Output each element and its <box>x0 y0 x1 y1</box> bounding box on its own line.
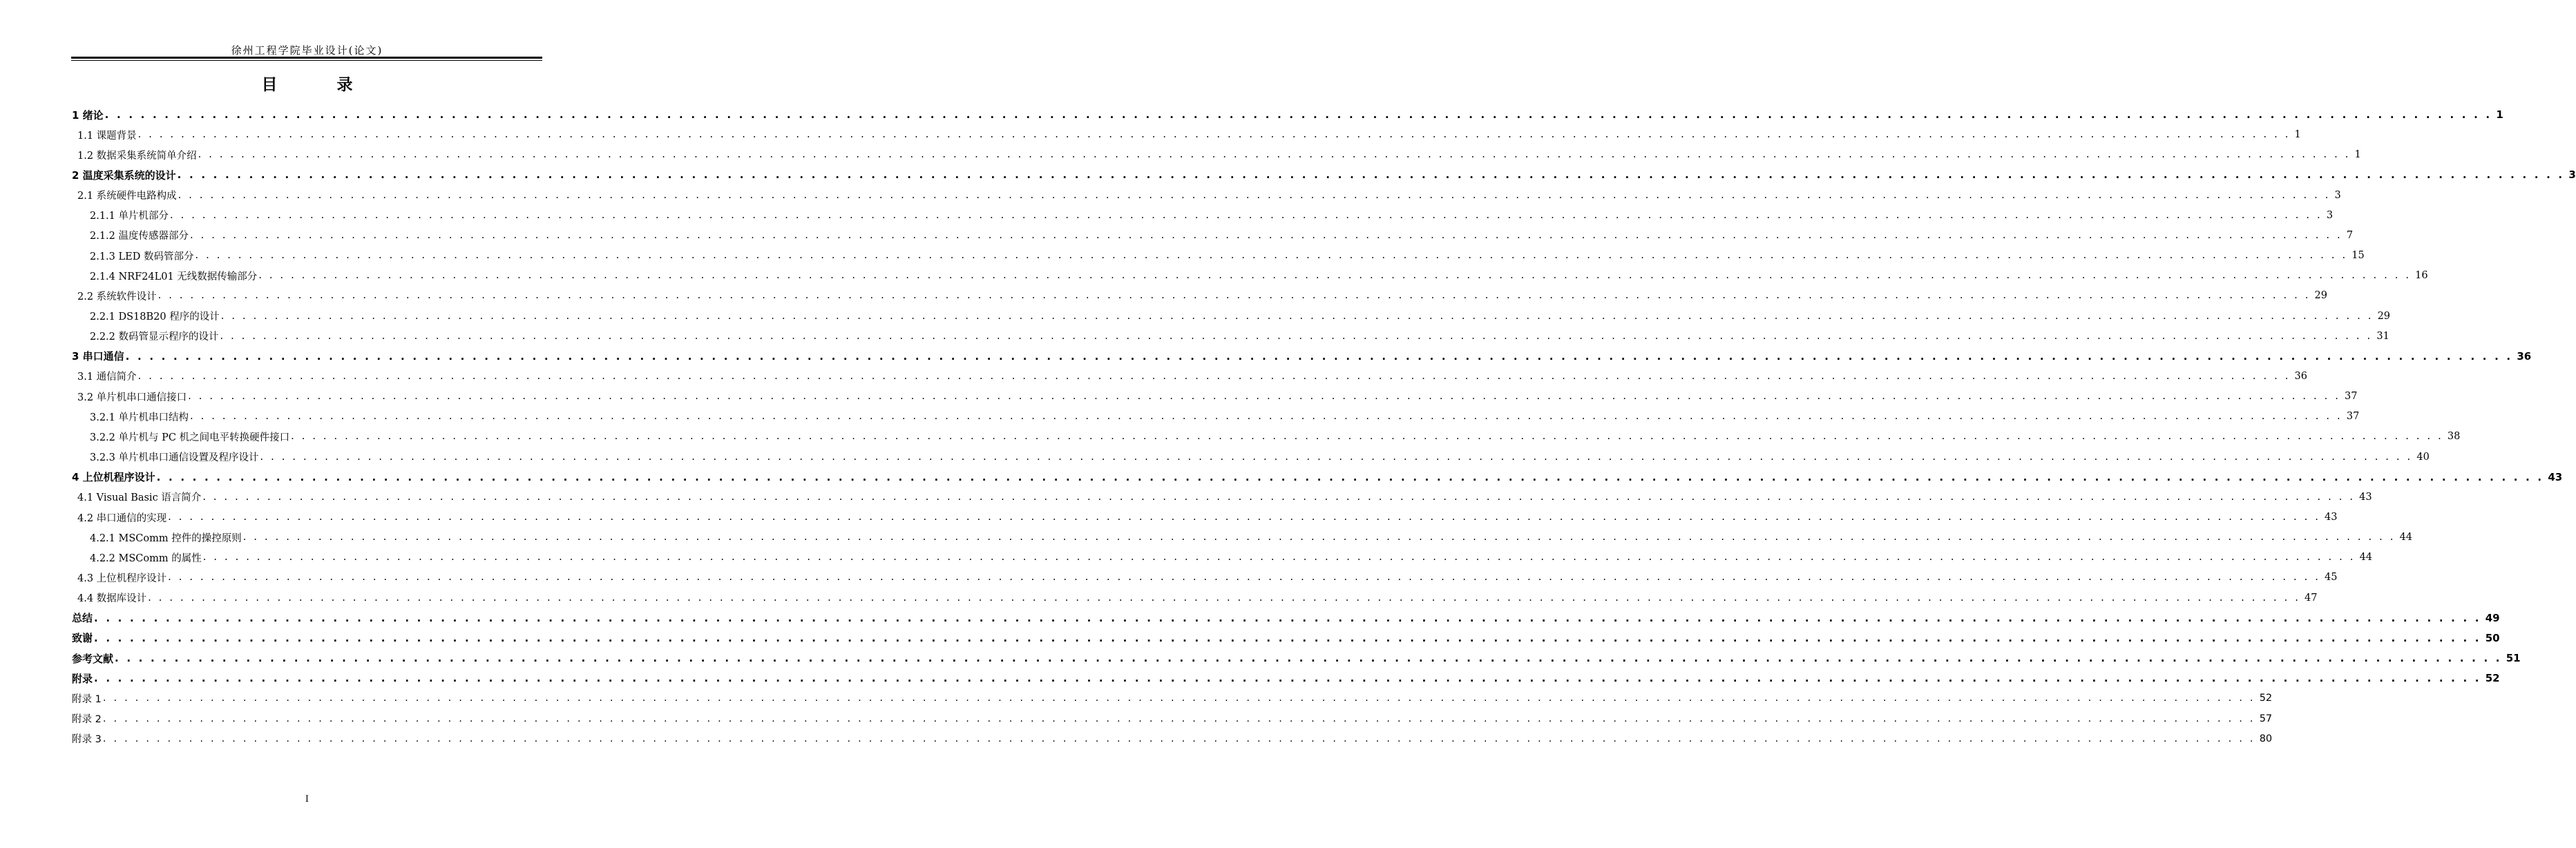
toc-entry-label: 附录 1 <box>72 693 102 705</box>
toc-entry[interactable] <box>90 308 2391 325</box>
toc-entry-label: 4 上位机程序设计 <box>72 471 155 484</box>
toc-entry[interactable] <box>72 630 2500 646</box>
toc-entry-page: 1 <box>2496 108 2503 121</box>
toc-entry[interactable] <box>77 388 2358 405</box>
toc-entry[interactable] <box>72 670 2500 686</box>
toc-entry-page: 44 <box>2399 532 2413 543</box>
toc-entry-page: 49 <box>2485 611 2500 624</box>
toc-entry[interactable] <box>77 126 2301 143</box>
toc-entry-label: 4.2.2 MSComm 的属性 <box>90 552 202 564</box>
toc-entry-label: 2.1 系统硬件电路构成 <box>77 191 177 202</box>
toc-leader-dots: . . . . . . . . . . . . . . . . . . . . . . . . . . . . . . . . . . . . . . . . . . . . . . . . . . . . . . . . . . . . . . . . . . . . . . . . . . . . . . . . . . . . . . . . . . . . . . . . . . . . . . . . . . . . . . . . . . . . . . . . . . . . . . . . . . . . . . . . . . . . . . . . . . . . . . . . . . . . . . . . . . . . . . . . . . . . . . . . . . . . . . . . . . . . . . . . . . . . . . . . <box>156 470 2544 483</box>
toc-entry-label: 2.1.4 NRF24L01 无线数据传输部分 <box>90 271 258 282</box>
toc-entry-page: 29 <box>2314 290 2327 302</box>
toc-leader-dots: . . . . . . . . . . . . . . . . . . . . . . . . . . . . . . . . . . . . . . . . . . . . . . . . . . . . . . . . . . . . . . . . . . . . . . . . . . . . . . . . . . . . . . . . . . . . . . . . . . . . . . . . . . . . . . . . . . . . . . . . . . . . . . . . . . . . . . . . . . . . . . . . . . . . . . . . . . . . . . . . . . . . . . . . . . . . . . . . . . . . . . . . . . . . . . . . . . . . . . . . <box>168 572 2321 584</box>
toc-leader-dots: . . . . . . . . . . . . . . . . . . . . . . . . . . . . . . . . . . . . . . . . . . . . . . . . . . . . . . . . . . . . . . . . . . . . . . . . . . . . . . . . . . . . . . . . . . . . . . . . . . . . . . . . . . . . . . . . . . . . . . . . . . . . . . . . . . . . . . . . . . . . . . . . . . . . . . . . . . . . . . . . . . . . . . . . . . . . . . . . . . . . . . . . . . . . . . . . . . . . . . . . <box>148 592 2301 604</box>
toc-entry[interactable] <box>72 610 2500 626</box>
toc-entry[interactable] <box>90 408 2360 425</box>
toc-entry-label: 3.2.2 单片机与 PC 机之间电平转换硬件接口 <box>90 432 290 443</box>
toc-leader-dots: . . . . . . . . . . . . . . . . . . . . . . . . . . . . . . . . . . . . . . . . . . . . . . . . . . . . . . . . . . . . . . . . . . . . . . . . . . . . . . . . . . . . . . . . . . . . . . . . . . . . . . . . . . . . . . . . . . . . . . . . . . . . . . . . . . . . . . . . . . . . . . . . . . . . . . . . . . . . . . . . . . . . . . . . . . . . . . . . . . . . . . . . . . . . . . . . . . . . . . . . <box>94 672 2481 685</box>
toc-entry-label: 4.2 串口通信的实现 <box>77 512 167 524</box>
toc-entry-page: 37 <box>2345 391 2358 403</box>
toc-entry-label: 总结 <box>72 612 93 625</box>
toc-entry-page: 36 <box>2517 349 2532 363</box>
toc-entry-page: 45 <box>2325 572 2338 584</box>
toc-entry-label: 2.1.2 温度传感器部分 <box>90 231 189 242</box>
toc-entry-page: 43 <box>2325 512 2338 523</box>
toc-entry[interactable] <box>77 590 2318 606</box>
toc-leader-dots: . . . . . . . . . . . . . . . . . . . . . . . . . . . . . . . . . . . . . . . . . . . . . . . . . . . . . . . . . . . . . . . . . . . . . . . . . . . . . . . . . . . . . . . . . . . . . . . . . . . . . . . . . . . . . . . . . . . . . . . . . . . . . . . . . . . . . . . . . . . . . . . . . . . . . . . . . . . . . . . . . . . . . . . . . . . . . . . . . . . . . . . . . . . . . . . . . . . . . . . . <box>137 370 2291 382</box>
toc-leader-dots: . . . . . . . . . . . . . . . . . . . . . . . . . . . . . . . . . . . . . . . . . . . . . . . . . . . . . . . . . . . . . . . . . . . . . . . . . . . . . . . . . . . . . . . . . . . . . . . . . . . . . . . . . . . . . . . . . . . . . . . . . . . . . . . . . . . . . . . . . . . . . . . . . . . . . . . . . . . . . . . . . . . . . . . . . . . . . . . . . . . . . . . . . . . . . . . . . . . . . . . . <box>202 491 2356 503</box>
toc-leader-dots: . . . . . . . . . . . . . . . . . . . . . . . . . . . . . . . . . . . . . . . . . . . . . . . . . . . . . . . . . . . . . . . . . . . . . . . . . . . . . . . . . . . . . . . . . . . . . . . . . . . . . . . . . . . . . . . . . . . . . . . . . . . . . . . . . . . . . . . . . . . . . . . . . . . . . . . . . . . . . . . . . . . . . . . . . . . . . . . . . . . . . . . . . . . . . . . . . . . . . . . . <box>291 431 2443 443</box>
toc-leader-dots: . . . . . . . . . . . . . . . . . . . . . . . . . . . . . . . . . . . . . . . . . . . . . . . . . . . . . . . . . . . . . . . . . . . . . . . . . . . . . . . . . . . . . . . . . . . . . . . . . . . . . . . . . . . . . . . . . . . . . . . . . . . . . . . . . . . . . . . . . . . . . . . . . . . . . . . . . . . . . . . . . . . . . . . . . . . . . . . . . . . . . . . . . . . . . . . . . . . . . . . . <box>220 330 2373 342</box>
toc-leader-dots: . . . . . . . . . . . . . . . . . . . . . . . . . . . . . . . . . . . . . . . . . . . . . . . . . . . . . . . . . . . . . . . . . . . . . . . . . . . . . . . . . . . . . . . . . . . . . . . . . . . . . . . . . . . . . . . . . . . . . . . . . . . . . . . . . . . . . . . . . . . . . . . . . . . . . . . . . . . . . . . . . . . . . . . . . . . . . . . . . . . . . . . . . . . . . . . . . . . . . . . . <box>190 411 2343 423</box>
toc-leader-dots: . . . . . . . . . . . . . . . . . . . . . . . . . . . . . . . . . . . . . . . . . . . . . . . . . . . . . . . . . . . . . . . . . . . . . . . . . . . . . . . . . . . . . . . . . . . . . . . . . . . . . . . . . . . . . . . . . . . . . . . . . . . . . . . . . . . . . . . . . . . . . . . . . . . . . . . . . . . . . . . . . . . . . . . . . . . . . . . . . . . . . . . . . . . . . . . . . . . . . . . . <box>258 270 2412 282</box>
toc-entry-page: 37 <box>2346 411 2360 423</box>
toc-entry[interactable] <box>90 267 2428 284</box>
toc-entry-page: 16 <box>2415 270 2428 282</box>
toc-leader-dots: . . . . . . . . . . . . . . . . . . . . . . . . . . . . . . . . . . . . . . . . . . . . . . . . . . . . . . . . . . . . . . . . . . . . . . . . . . . . . . . . . . . . . . . . . . . . . . . . . . . . . . . . . . . . . . . . . . . . . . . . . . . . . . . . . . . . . . . . . . . . . . . . . . . . . . . . . . . . . . . . . . . . . . . . . . . . . . . . . . . . . . . . . . . . . . . . . . . . . . . . <box>94 611 2481 624</box>
toc-entry[interactable] <box>77 509 2338 526</box>
toc-entry[interactable] <box>90 227 2354 244</box>
toc-entry-label: 4.1 Visual Basic 语言简介 <box>77 492 202 504</box>
toc-leader-dots: . . . . . . . . . . . . . . . . . . . . . . . . . . . . . . . . . . . . . . . . . . . . . . . . . . . . . . . . . . . . . . . . . . . . . . . . . . . . . . . . . . . . . . . . . . . . . . . . . . . . . . . . . . . . . . . . . . . . . . . . . . . . . . . . . . . . . . . . . . . . . . . . . . . . . . . . . . . . . . . . . . . . . . . . . . . . . . . . . . . . . . . . . . . . . . . . . . . . . . . . <box>170 209 2322 221</box>
toc-entry-page: 57 <box>2259 713 2273 724</box>
toc-entry-page: 15 <box>2351 250 2365 262</box>
toc-leader-dots: . . . . . . . . . . . . . . . . . . . . . . . . . . . . . . . . . . . . . . . . . . . . . . . . . . . . . . . . . . . . . . . . . . . . . . . . . . . . . . . . . . . . . . . . . . . . . . . . . . . . . . . . . . . . . . . . . . . . . . . . . . . . . . . . . . . . . . . . . . . . . . . . . . . . . . . . . . . . . . . . . . . . . . . . . . . . . . . . . . . . . . . . . . . . . . . . . . . . . . . . <box>177 168 2565 182</box>
toc-entry[interactable] <box>90 529 2413 546</box>
toc-title: 目 录 <box>261 76 353 94</box>
toc-entry-page: 44 <box>2359 552 2373 563</box>
toc-entry-page: 52 <box>2485 672 2500 685</box>
toc-entry-page: 1 <box>2294 129 2301 141</box>
toc-entry-page: 7 <box>2346 229 2354 241</box>
toc-entry-page: 29 <box>2377 310 2391 322</box>
toc-leader-dots: . . . . . . . . . . . . . . . . . . . . . . . . . . . . . . . . . . . . . . . . . . . . . . . . . . . . . . . . . . . . . . . . . . . . . . . . . . . . . . . . . . . . . . . . . . . . . . . . . . . . . . . . . . . . . . . . . . . . . . . . . . . . . . . . . . . . . . . . . . . . . . . . . . . . . . . . . . . . . . . . . . . . . . . . . . . . . . . . . . . . . . . . . . . . . . . . . . . . . . . . <box>188 391 2341 403</box>
toc-entry-label: 2.1.3 LED 数码管部分 <box>90 251 194 262</box>
toc-entry[interactable] <box>77 489 2372 505</box>
toc-entry-page: 50 <box>2485 631 2500 644</box>
toc-entry-label: 3.1 通信简介 <box>77 372 137 383</box>
page-number: I <box>305 794 309 804</box>
toc-entry[interactable] <box>90 247 2365 264</box>
toc-entry-label: 4.2.1 MSComm 控件的操控原则 <box>90 532 242 544</box>
toc-entry-label: 附录 2 <box>72 714 102 725</box>
toc-leader-dots: . . . . . . . . . . . . . . . . . . . . . . . . . . . . . . . . . . . . . . . . . . . . . . . . . . . . . . . . . . . . . . . . . . . . . . . . . . . . . . . . . . . . . . . . . . . . . . . . . . . . . . . . . . . . . . . . . . . . . . . . . . . . . . . . . . . . . . . . . . . . . . . . . . . . . . . . . . . . . . . . . . . . . . . . . . . . . . . . . . . . . . . . . . . . . . . . . . . . . . . . <box>220 310 2374 322</box>
toc-leader-dots: . . . . . . . . . . . . . . . . . . . . . . . . . . . . . . . . . . . . . . . . . . . . . . . . . . . . . . . . . . . . . . . . . . . . . . . . . . . . . . . . . . . . . . . . . . . . . . . . . . . . . . . . . . . . . . . . . . . . . . . . . . . . . . . . . . . . . . . . . . . . . . . . . . . . . . . . . . . . . . . . . . . . . . . . . . . . . . . . . . . . . . . . . . . . . . . . . . . . . . . . <box>198 149 2351 161</box>
toc-leader-dots: . . . . . . . . . . . . . . . . . . . . . . . . . . . . . . . . . . . . . . . . . . . . . . . . . . . . . . . . . . . . . . . . . . . . . . . . . . . . . . . . . . . . . . . . . . . . . . . . . . . . . . . . . . . . . . . . . . . . . . . . . . . . . . . . . . . . . . . . . . . . . . . . . . . . . . . . . . . . . . . . . . . . . . . . . . . . . . . . . . . . . . . . . . . . . . . . . . . . . . . . <box>178 189 2331 201</box>
toc-entry-label: 3.2.3 单片机串口通信设置及程序设计 <box>90 452 259 464</box>
toc-entry-page: 38 <box>2447 431 2461 443</box>
toc-entry-page: 52 <box>2259 693 2273 704</box>
toc-entry-label: 2.1.1 单片机部分 <box>90 211 169 222</box>
toc-entry-label: 3.2.1 单片机串口结构 <box>90 412 189 423</box>
toc-entry[interactable] <box>90 449 2430 465</box>
toc-entry[interactable] <box>77 187 2341 204</box>
toc-entry[interactable] <box>90 428 2461 445</box>
toc-entry[interactable] <box>72 348 2532 365</box>
toc-leader-dots: . . . . . . . . . . . . . . . . . . . . . . . . . . . . . . . . . . . . . . . . . . . . . . . . . . . . . . . . . . . . . . . . . . . . . . . . . . . . . . . . . . . . . . . . . . . . . . . . . . . . . . . . . . . . . . . . . . . . . . . . . . . . . . . . . . . . . . . . . . . . . . . . . . . . . . . . . . . . . . . . . . . . . . . . . . . . . . . . . . . . . . . . . . . . . . . . . . . . . . . . <box>190 229 2343 241</box>
toc-entry-page: 31 <box>2376 330 2389 342</box>
toc-entry-label: 3.2 单片机串口通信接口 <box>77 392 187 403</box>
toc-entry-label: 参考文献 <box>72 652 114 665</box>
toc-leader-dots: . . . . . . . . . . . . . . . . . . . . . . . . . . . . . . . . . . . . . . . . . . . . . . . . . . . . . . . . . . . . . . . . . . . . . . . . . . . . . . . . . . . . . . . . . . . . . . . . . . . . . . . . . . . . . . . . . . . . . . . . . . . . . . . . . . . . . . . . . . . . . . . . . . . . . . . . . . . . . . . . . . . . . . . . . . . . . . . . . . . . . . . . . . . . . . . . . . . . . . . . <box>195 250 2348 262</box>
toc-entry[interactable] <box>77 287 2327 304</box>
toc-entry[interactable] <box>72 711 2273 727</box>
toc-leader-dots: . . . . . . . . . . . . . . . . . . . . . . . . . . . . . . . . . . . . . . . . . . . . . . . . . . . . . . . . . . . . . . . . . . . . . . . . . . . . . . . . . . . . . . . . . . . . . . . . . . . . . . . . . . . . . . . . . . . . . . . . . . . . . . . . . . . . . . . . . . . . . . . . . . . . . . . . . . . . . . . . . . . . . . . . . . . . . . . . . . . . . . . . . . . . . . . . . . . . . . . . <box>202 552 2356 563</box>
toc-leader-dots: . . . . . . . . . . . . . . . . . . . . . . . . . . . . . . . . . . . . . . . . . . . . . . . . . . . . . . . . . . . . . . . . . . . . . . . . . . . . . . . . . . . . . . . . . . . . . . . . . . . . . . . . . . . . . . . . . . . . . . . . . . . . . . . . . . . . . . . . . . . . . . . . . . . . . . . . . . . . . . . . . . . . . . . . . . . . . . . . . . . . . . . . . . . . . . . . . . . . . . . . <box>242 532 2396 543</box>
toc-entry-label: 1 绪论 <box>72 108 104 122</box>
toc-entry[interactable] <box>72 650 2521 666</box>
toc-leader-dots: . . . . . . . . . . . . . . . . . . . . . . . . . . . . . . . . . . . . . . . . . . . . . . . . . . . . . . . . . . . . . . . . . . . . . . . . . . . . . . . . . . . . . . . . . . . . . . . . . . . . . . . . . . . . . . . . . . . . . . . . . . . . . . . . . . . . . . . . . . . . . . . . . . . . . . . . . . . . . . . . . . . . . . . . . . . . . . . . . . . . . . . . . . . . . . . . . . . . . . . . <box>102 733 2255 744</box>
toc-leader-dots: . . . . . . . . . . . . . . . . . . . . . . . . . . . . . . . . . . . . . . . . . . . . . . . . . . . . . . . . . . . . . . . . . . . . . . . . . . . . . . . . . . . . . . . . . . . . . . . . . . . . . . . . . . . . . . . . . . . . . . . . . . . . . . . . . . . . . . . . . . . . . . . . . . . . . . . . . . . . . . . . . . . . . . . . . . . . . . . . . . . . . . . . . . . . . . . . . . . . . . . . <box>158 290 2311 302</box>
toc-entry-label: 1.1 课题背景 <box>77 130 137 142</box>
toc-entry-page: 36 <box>2294 370 2307 382</box>
toc-leader-dots: . . . . . . . . . . . . . . . . . . . . . . . . . . . . . . . . . . . . . . . . . . . . . . . . . . . . . . . . . . . . . . . . . . . . . . . . . . . . . . . . . . . . . . . . . . . . . . . . . . . . . . . . . . . . . . . . . . . . . . . . . . . . . . . . . . . . . . . . . . . . . . . . . . . . . . . . . . . . . . . . . . . . . . . . . . . . . . . . . . . . . . . . . . . . . . . . . . . . . . . . <box>260 451 2413 463</box>
toc-leader-dots: . . . . . . . . . . . . . . . . . . . . . . . . . . . . . . . . . . . . . . . . . . . . . . . . . . . . . . . . . . . . . . . . . . . . . . . . . . . . . . . . . . . . . . . . . . . . . . . . . . . . . . . . . . . . . . . . . . . . . . . . . . . . . . . . . . . . . . . . . . . . . . . . . . . . . . . . . . . . . . . . . . . . . . . . . . . . . . . . . . . . . . . . . . . . . . . . . . . . . . . . <box>168 512 2321 523</box>
toc-entry-page: 3 <box>2326 209 2334 221</box>
toc-entry[interactable] <box>90 549 2373 566</box>
toc-entry-label: 3 串口通信 <box>72 350 124 363</box>
toc-entry[interactable] <box>77 569 2338 586</box>
toc-entry-label: 2.2.1 DS18B20 程序的设计 <box>90 311 220 322</box>
toc-leader-dots: . . . . . . . . . . . . . . . . . . . . . . . . . . . . . . . . . . . . . . . . . . . . . . . . . . . . . . . . . . . . . . . . . . . . . . . . . . . . . . . . . . . . . . . . . . . . . . . . . . . . . . . . . . . . . . . . . . . . . . . . . . . . . . . . . . . . . . . . . . . . . . . . . . . . . . . . . . . . . . . . . . . . . . . . . . . . . . . . . . . . . . . . . . . . . . . . . . . . . . . . <box>115 652 2502 665</box>
toc-entry[interactable] <box>72 469 2563 485</box>
toc-entry-label: 2.2 系统软件设计 <box>77 291 157 302</box>
toc-entry-page: 51 <box>2506 652 2521 665</box>
toc-entry-label: 4.3 上位机程序设计 <box>77 572 167 584</box>
toc-entry-label: 致谢 <box>72 632 93 645</box>
toc-leader-dots: . . . . . . . . . . . . . . . . . . . . . . . . . . . . . . . . . . . . . . . . . . . . . . . . . . . . . . . . . . . . . . . . . . . . . . . . . . . . . . . . . . . . . . . . . . . . . . . . . . . . . . . . . . . . . . . . . . . . . . . . . . . . . . . . . . . . . . . . . . . . . . . . . . . . . . . . . . . . . . . . . . . . . . . . . . . . . . . . . . . . . . . . . . . . . . . . . . . . . . . . <box>125 349 2513 363</box>
toc-entry-page: 3 <box>2334 189 2341 201</box>
toc-leader-dots: . . . . . . . . . . . . . . . . . . . . . . . . . . . . . . . . . . . . . . . . . . . . . . . . . . . . . . . . . . . . . . . . . . . . . . . . . . . . . . . . . . . . . . . . . . . . . . . . . . . . . . . . . . . . . . . . . . . . . . . . . . . . . . . . . . . . . . . . . . . . . . . . . . . . . . . . . . . . . . . . . . . . . . . . . . . . . . . . . . . . . . . . . . . . . . . . . . . . . . . . <box>102 693 2255 704</box>
toc-entry-label: 附录 3 <box>72 734 102 746</box>
toc-entry-page: 3 <box>2568 168 2576 182</box>
toc-leader-dots: . . . . . . . . . . . . . . . . . . . . . . . . . . . . . . . . . . . . . . . . . . . . . . . . . . . . . . . . . . . . . . . . . . . . . . . . . . . . . . . . . . . . . . . . . . . . . . . . . . . . . . . . . . . . . . . . . . . . . . . . . . . . . . . . . . . . . . . . . . . . . . . . . . . . . . . . . . . . . . . . . . . . . . . . . . . . . . . . . . . . . . . . . . . . . . . . . . . . . . . . <box>137 129 2291 141</box>
toc-entry-label: 附录 <box>72 672 93 685</box>
toc-leader-dots: . . . . . . . . . . . . . . . . . . . . . . . . . . . . . . . . . . . . . . . . . . . . . . . . . . . . . . . . . . . . . . . . . . . . . . . . . . . . . . . . . . . . . . . . . . . . . . . . . . . . . . . . . . . . . . . . . . . . . . . . . . . . . . . . . . . . . . . . . . . . . . . . . . . . . . . . . . . . . . . . . . . . . . . . . . . . . . . . . . . . . . . . . . . . . . . . . . . . . . . . <box>102 713 2255 724</box>
page-header: 徐州工程学院毕业设计(论文) <box>231 44 383 57</box>
toc-entry[interactable] <box>72 731 2273 747</box>
toc-entry[interactable] <box>77 368 2307 385</box>
toc-entry-page: 40 <box>2416 451 2430 463</box>
toc-entry-page: 1 <box>2354 149 2361 161</box>
toc-entry[interactable] <box>72 166 2576 183</box>
toc-entry[interactable] <box>90 328 2389 345</box>
toc-entry-label: 4.4 数据库设计 <box>77 593 147 605</box>
toc-entry-label: 1.2 数据采集系统简单介绍 <box>77 150 197 162</box>
toc-entry[interactable] <box>77 146 2361 163</box>
toc-entry[interactable] <box>72 106 2503 123</box>
toc-entry-label: 2.2.2 数码管显示程序的设计 <box>90 331 219 343</box>
toc-entry[interactable] <box>72 690 2273 706</box>
toc-entry-page: 47 <box>2305 592 2318 604</box>
toc-entry-page: 43 <box>2359 491 2372 503</box>
toc-entry-label: 2 温度采集系统的设计 <box>72 168 176 182</box>
toc-leader-dots: . . . . . . . . . . . . . . . . . . . . . . . . . . . . . . . . . . . . . . . . . . . . . . . . . . . . . . . . . . . . . . . . . . . . . . . . . . . . . . . . . . . . . . . . . . . . . . . . . . . . . . . . . . . . . . . . . . . . . . . . . . . . . . . . . . . . . . . . . . . . . . . . . . . . . . . . . . . . . . . . . . . . . . . . . . . . . . . . . . . . . . . . . . . . . . . . . . . . . . . . <box>94 631 2481 644</box>
toc-entry[interactable] <box>90 207 2334 224</box>
toc-entry-page: 43 <box>2548 470 2563 483</box>
toc-leader-dots: . . . . . . . . . . . . . . . . . . . . . . . . . . . . . . . . . . . . . . . . . . . . . . . . . . . . . . . . . . . . . . . . . . . . . . . . . . . . . . . . . . . . . . . . . . . . . . . . . . . . . . . . . . . . . . . . . . . . . . . . . . . . . . . . . . . . . . . . . . . . . . . . . . . . . . . . . . . . . . . . . . . . . . . . . . . . . . . . . . . . . . . . . . . . . . . . . . . . . . . . <box>104 108 2492 121</box>
toc-entry-page: 80 <box>2259 733 2273 744</box>
